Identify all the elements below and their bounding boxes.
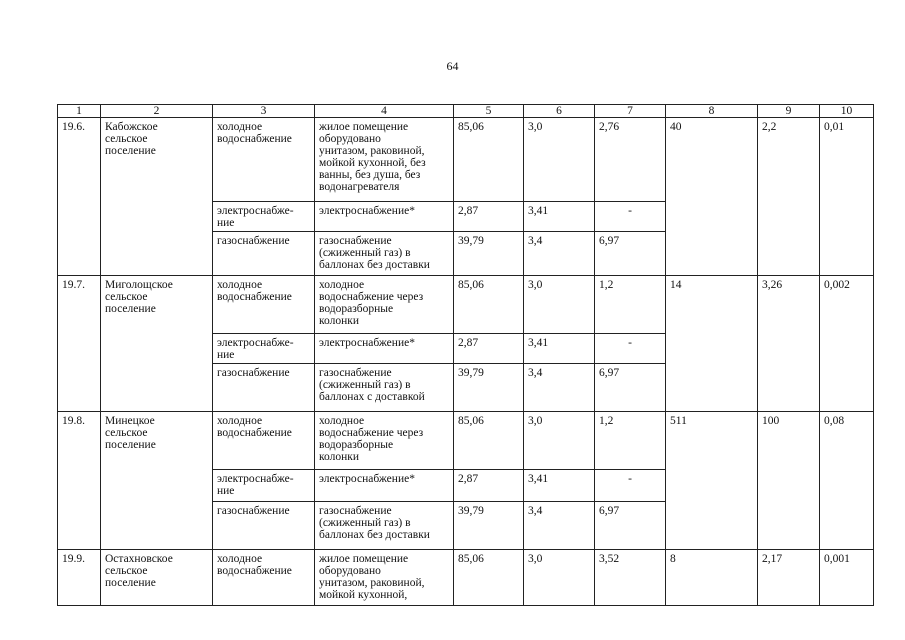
col9-cell [758, 118, 820, 276]
col6-cell-text: 3,4 [528, 367, 543, 379]
col10-cell-text: 0,01 [824, 121, 845, 133]
row-number-cell [58, 276, 101, 412]
service-cell-text: газоснабжение [217, 367, 290, 379]
settlement-cell [101, 118, 213, 276]
service-cell-text: холодное водоснабжение [217, 553, 292, 577]
service-cell-text: холодное водоснабжение [217, 415, 292, 439]
col5-cell-text: 2,87 [458, 205, 479, 217]
col8-cell-text: 8 [670, 553, 676, 565]
col7-cell-text: 1,2 [599, 415, 614, 427]
col10-cell-text: 0,08 [824, 415, 845, 427]
description-cell [315, 412, 454, 470]
col7-cell [595, 364, 666, 412]
col7-cell-text: 6,97 [599, 505, 620, 517]
col5-cell-text: 85,06 [458, 279, 484, 291]
settlement-cell [101, 412, 213, 550]
description-cell-text: газоснабжение (сжиженный газ) в баллонах без доставки [319, 505, 430, 541]
col7-cell-text: 2,76 [599, 121, 620, 133]
header-cell: 8 [666, 105, 758, 118]
settlement-cell-text: Минецкое сельское поселение [105, 415, 156, 451]
col5-cell-text: 85,06 [458, 415, 484, 427]
col9-cell [758, 412, 820, 550]
description-cell [315, 334, 454, 364]
col7-cell-text: - [628, 337, 632, 349]
col6-cell-text: 3,4 [528, 235, 543, 247]
row-number-cell [58, 412, 101, 550]
col7-cell-text: 6,97 [599, 235, 620, 247]
col5-cell-text: 39,79 [458, 235, 484, 247]
header-cell: 7 [595, 105, 666, 118]
service-cell-text: электроснабже- ние [217, 337, 294, 361]
service-cell [213, 202, 315, 232]
col6-cell-text: 3,0 [528, 415, 543, 427]
col10-cell-text: 0,002 [824, 279, 850, 291]
col9-cell [758, 276, 820, 412]
settlement-cell [101, 550, 213, 606]
col6-cell [524, 276, 595, 334]
col6-cell-text: 3,41 [528, 473, 549, 485]
description-cell [315, 550, 454, 606]
col5-cell [454, 334, 524, 364]
service-cell [213, 364, 315, 412]
col6-cell-text: 3,0 [528, 553, 543, 565]
col6-cell [524, 232, 595, 276]
header-cell: 5 [454, 105, 524, 118]
col5-cell-text: 39,79 [458, 367, 484, 379]
description-cell-text: жилое помещение оборудовано унитазом, раковиной, мойкой кухонной, без ванны, без душа, без водонагревателя [319, 121, 426, 193]
col7-cell-text: 6,97 [599, 367, 620, 379]
col10-cell [820, 118, 874, 276]
service-cell [213, 550, 315, 606]
header-cell: 3 [213, 105, 315, 118]
col8-cell [666, 412, 758, 550]
settlement-cell-text: Миголощское сельское поселение [105, 279, 173, 315]
col5-cell [454, 232, 524, 276]
col7-cell [595, 118, 666, 202]
col5-cell [454, 550, 524, 606]
col10-cell [820, 550, 874, 606]
col5-cell-text: 85,06 [458, 553, 484, 565]
table-row [58, 276, 874, 334]
settlement-cell [101, 276, 213, 412]
table-row [58, 118, 874, 202]
service-cell-text: холодное водоснабжение [217, 121, 292, 145]
col5-cell-text: 2,87 [458, 337, 479, 349]
service-cell-text: электроснабже- ние [217, 205, 294, 229]
service-cell-text: электроснабже- ние [217, 473, 294, 497]
header-cell: 10 [820, 105, 874, 118]
col6-cell-text: 3,0 [528, 279, 543, 291]
col9-cell-text: 100 [762, 415, 780, 427]
col5-cell [454, 364, 524, 412]
col8-cell-text: 14 [670, 279, 682, 291]
header-cell: 9 [758, 105, 820, 118]
col6-cell [524, 550, 595, 606]
service-cell [213, 412, 315, 470]
service-cell-text: газоснабжение [217, 505, 290, 517]
col5-cell [454, 202, 524, 232]
col5-cell [454, 118, 524, 202]
col6-cell [524, 502, 595, 550]
header-cell: 4 [315, 105, 454, 118]
description-cell [315, 276, 454, 334]
description-cell [315, 118, 454, 202]
col7-cell [595, 232, 666, 276]
description-cell-text: электроснабжение* [319, 337, 415, 349]
col7-cell-text: - [628, 473, 632, 485]
col8-cell [666, 550, 758, 606]
col8-cell [666, 118, 758, 276]
service-cell [213, 232, 315, 276]
settlement-cell-text: Кабожское сельское поселение [105, 121, 158, 157]
col7-cell [595, 202, 666, 232]
row-number-cell [58, 550, 101, 606]
col6-cell [524, 334, 595, 364]
col8-cell [666, 276, 758, 412]
col6-cell-text: 3,4 [528, 505, 543, 517]
row-number-cell-text: 19.9. [62, 553, 85, 565]
settlement-cell-text: Остахновское сельское поселение [105, 553, 173, 589]
service-cell-text: холодное водоснабжение [217, 279, 292, 303]
col7-cell [595, 550, 666, 606]
header-cell: 6 [524, 105, 595, 118]
col5-cell [454, 502, 524, 550]
col5-cell [454, 412, 524, 470]
col8-cell-text: 511 [670, 415, 687, 427]
description-cell-text: холодное водоснабжение через водоразборные колонки [319, 415, 424, 463]
description-cell [315, 232, 454, 276]
header-cell: 1 [58, 105, 101, 118]
col5-cell [454, 276, 524, 334]
col10-cell-text: 0,001 [824, 553, 850, 565]
col5-cell [454, 470, 524, 502]
description-cell [315, 202, 454, 232]
col7-cell-text: 1,2 [599, 279, 614, 291]
col7-cell [595, 276, 666, 334]
col6-cell-text: 3,41 [528, 337, 549, 349]
col8-cell-text: 40 [670, 121, 682, 133]
table-row [58, 412, 874, 470]
description-cell [315, 502, 454, 550]
col5-cell-text: 39,79 [458, 505, 484, 517]
page-number: 64 [446, 59, 459, 73]
col5-cell-text: 2,87 [458, 473, 479, 485]
table-row [58, 550, 874, 606]
description-cell [315, 364, 454, 412]
header-row [58, 105, 874, 118]
description-cell-text: электроснабжение* [319, 473, 415, 485]
col6-cell [524, 470, 595, 502]
service-cell [213, 502, 315, 550]
col9-cell-text: 3,26 [762, 279, 783, 291]
col9-cell-text: 2,2 [762, 121, 777, 133]
col10-cell [820, 412, 874, 550]
col6-cell [524, 202, 595, 232]
col9-cell-text: 2,17 [762, 553, 783, 565]
service-cell-text: газоснабжение [217, 235, 290, 247]
description-cell-text: жилое помещение оборудовано унитазом, раковиной, мойкой кухонной, [319, 553, 425, 601]
description-cell-text: холодное водоснабжение через водоразборные колонки [319, 279, 424, 327]
col10-cell [820, 276, 874, 412]
col7-cell-text: 3,52 [599, 553, 620, 565]
description-cell-text: газоснабжение (сжиженный газ) в баллонах с доставкой [319, 367, 425, 403]
row-number-cell [58, 118, 101, 276]
service-cell [213, 118, 315, 202]
col6-cell-text: 3,41 [528, 205, 549, 217]
description-cell-text: газоснабжение (сжиженный газ) в баллонах без доставки [319, 235, 430, 271]
service-cell [213, 470, 315, 502]
description-cell [315, 470, 454, 502]
col6-cell [524, 364, 595, 412]
col7-cell [595, 334, 666, 364]
col6-cell [524, 412, 595, 470]
col6-cell-text: 3,0 [528, 121, 543, 133]
col7-cell-text: - [628, 205, 632, 217]
row-number-cell-text: 19.8. [62, 415, 85, 427]
header-cell: 2 [101, 105, 213, 118]
row-number-cell-text: 19.6. [62, 121, 85, 133]
col7-cell [595, 412, 666, 470]
col5-cell-text: 85,06 [458, 121, 484, 133]
col6-cell [524, 118, 595, 202]
tariff-table [57, 104, 874, 606]
row-number-cell-text: 19.7. [62, 279, 85, 291]
col9-cell [758, 550, 820, 606]
service-cell [213, 334, 315, 364]
service-cell [213, 276, 315, 334]
col7-cell [595, 470, 666, 502]
col7-cell [595, 502, 666, 550]
description-cell-text: электроснабжение* [319, 205, 415, 217]
